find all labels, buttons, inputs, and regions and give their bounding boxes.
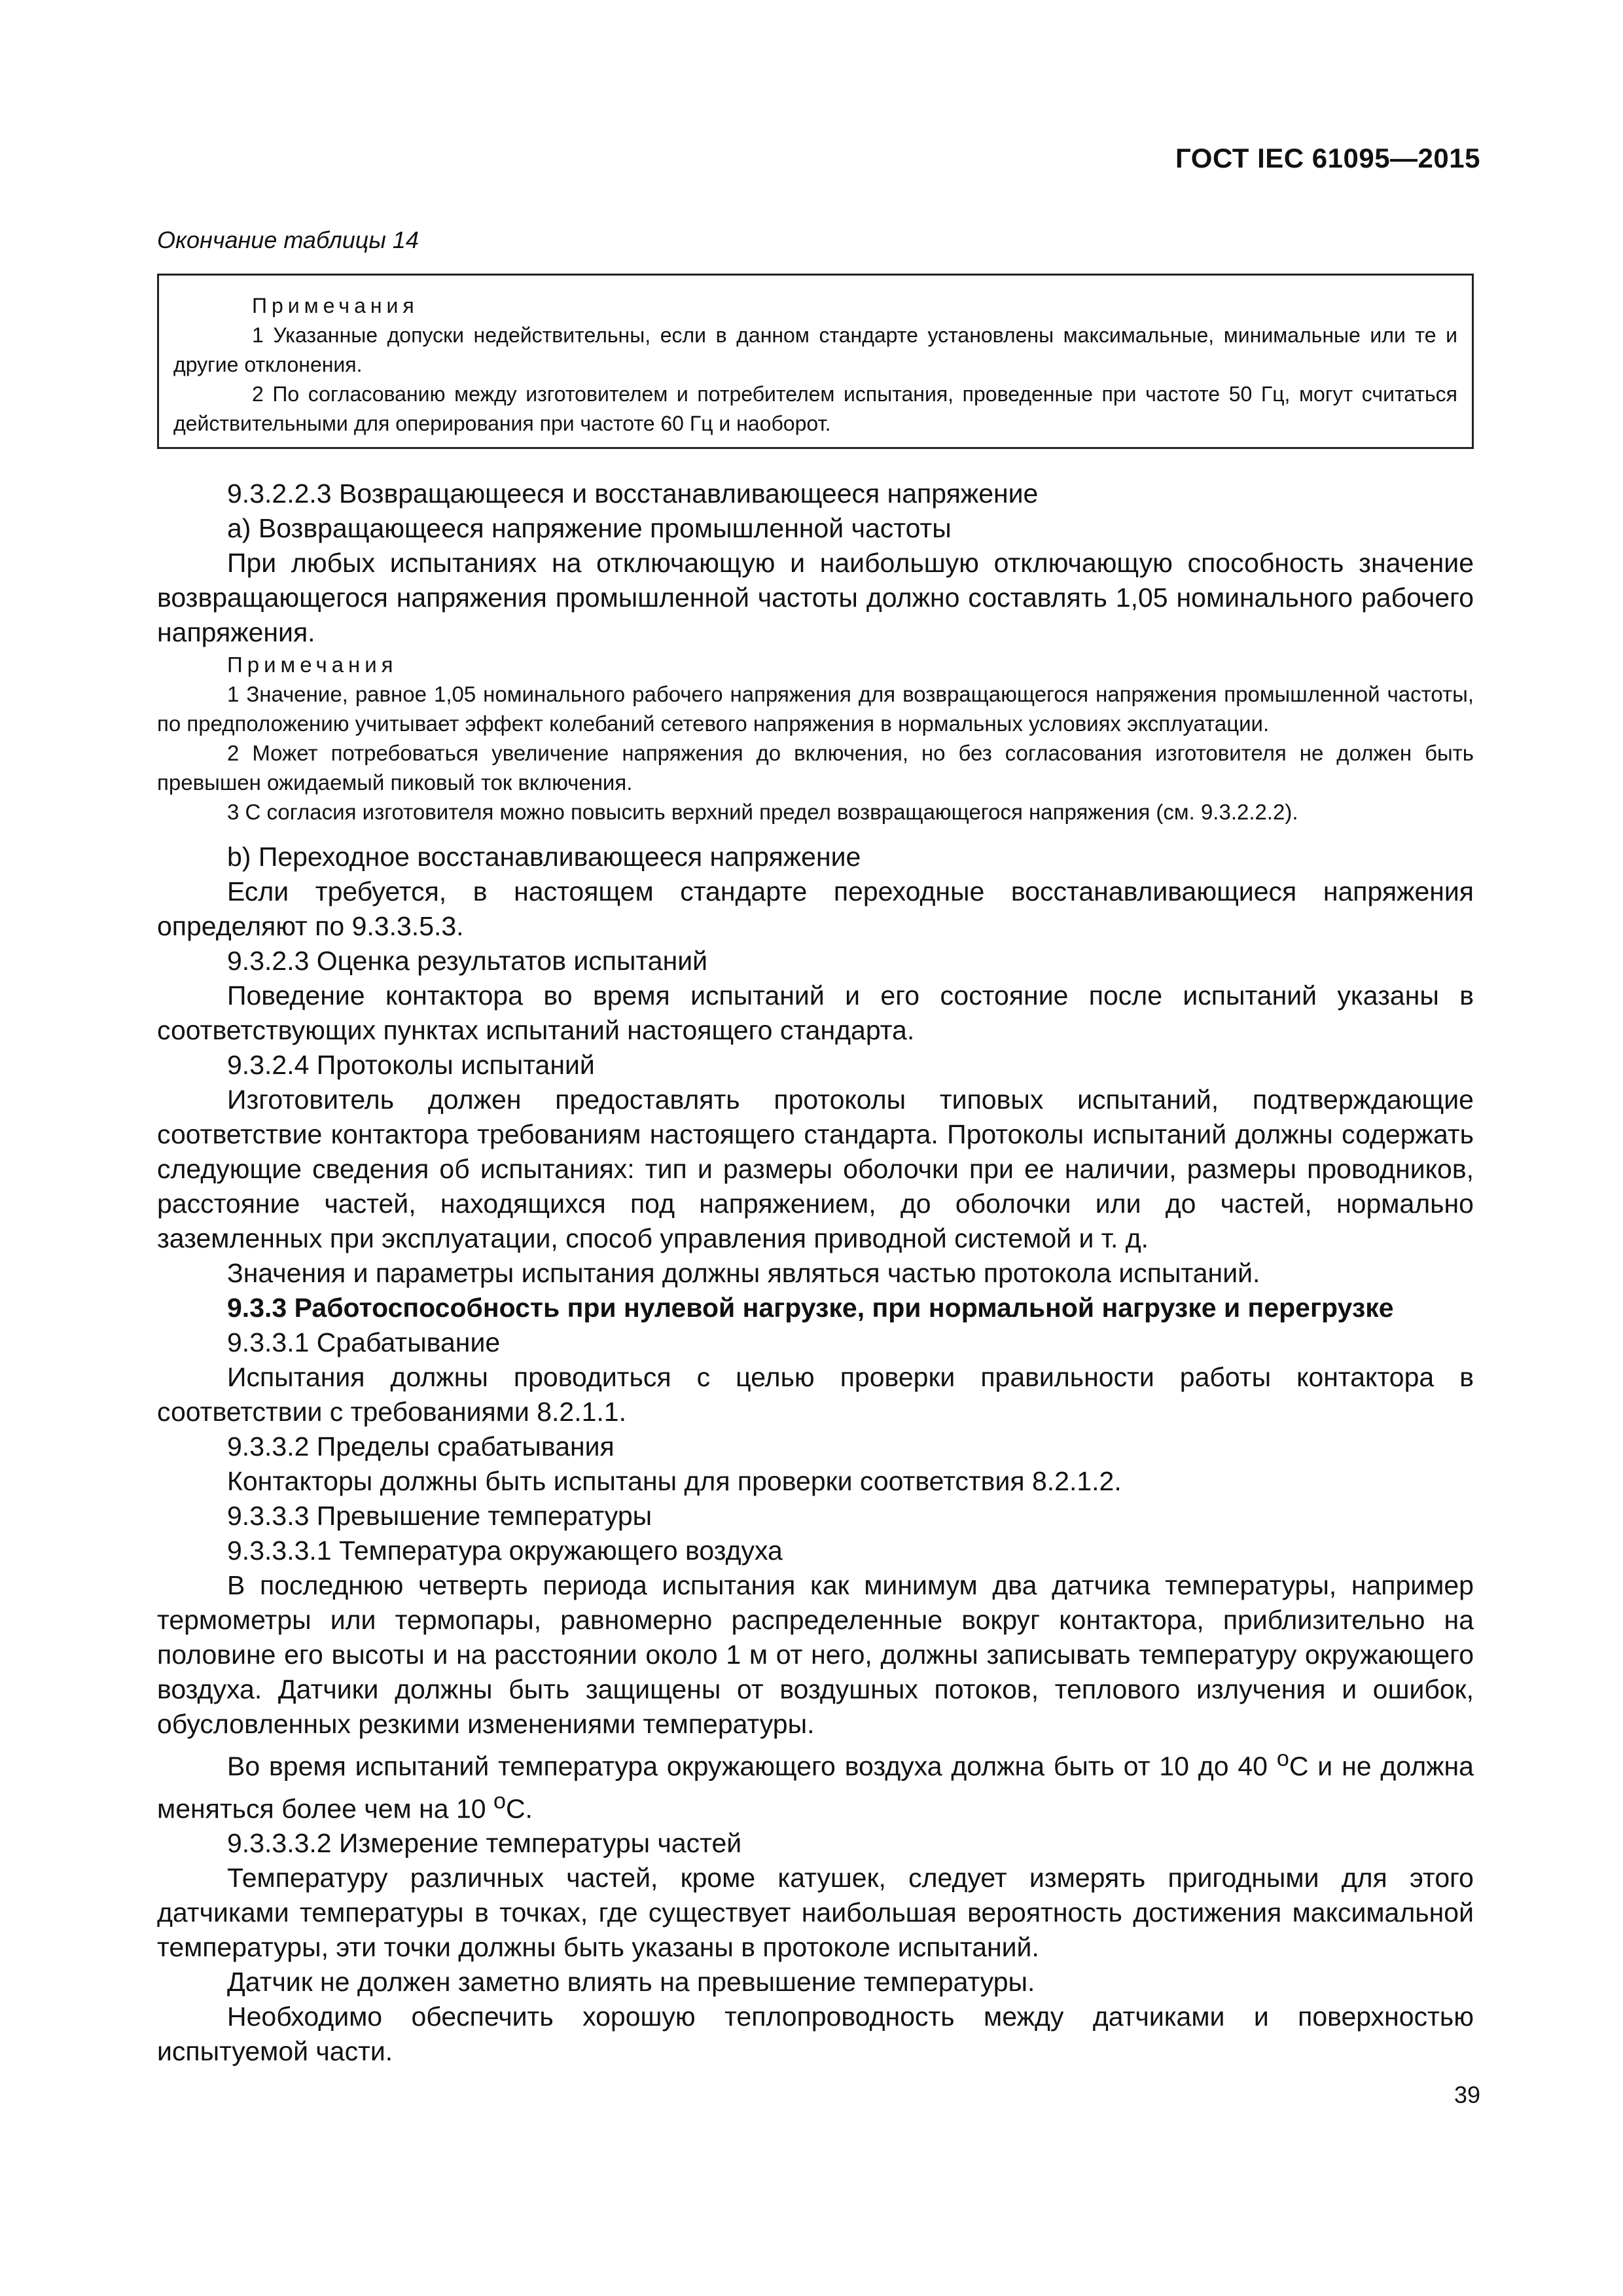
section-title: 9.3.3.3.2 Измерение температуры частей [227, 1828, 742, 1859]
text-part: С. [505, 1793, 533, 1824]
note-2: 2 Может потребоваться увеличение напряжения до включения, но без согласования изготовителя не должен быть превышен ожидаемый пиковый ток включения. [157, 741, 1474, 795]
section-title: 9.3.2.4 Протоколы испытаний [227, 1050, 595, 1080]
document-id-header: ГОСТ IEC 61095—2015 [1175, 143, 1480, 173]
paragraph: При любых испытаниях на отключающую и наибольшую отключающую способность значение возвращающегося напряжения промышленной частоты должно составлять 1,05 номинального рабочего напряжения. [157, 548, 1474, 647]
section-title: 9.3.3.2 Пределы срабатывания [227, 1431, 615, 1462]
note-1: 1 Значение, равное 1,05 номинального рабочего напряжения для возвращающегося напряжения промышленной частоты, по предположению учитывает эффект колебаний сетевого напряжения в нормальных условиях эксплуатации. [157, 682, 1474, 736]
note-3: 3 С согласия изготовителя можно повысить верхний предел возвращающегося напряжения (см. 9.3.2.2.2). [227, 800, 1298, 824]
section-title: 9.3.2.2.3 Возвращающееся и восстанавливающееся напряжение [227, 478, 1039, 509]
paragraph: Контакторы должны быть испытаны для проверки соответствия 8.2.1.2. [227, 1466, 1122, 1496]
paragraph: Если требуется, в настоящем стандарте переходные восстанавливающиеся напряжения определяют по 9.3.3.5.3. [157, 876, 1474, 941]
text-part: Во время испытаний температура окружающего воздуха должна быть от 10 до 40 [227, 1751, 1277, 1782]
notes-heading: Примечания [227, 653, 398, 677]
section-title: 9.3.3.1 Срабатывание [227, 1327, 501, 1357]
table-note-1: 1 Указанные допуски недействительны, если в данном стандарте установлены максимальные, минимальные или те и другие отклонения. [173, 323, 1457, 376]
paragraph: Значения и параметры испытания должны являться частью протокола испытаний. [227, 1258, 1260, 1288]
degree-mark: о [1276, 1746, 1289, 1771]
paragraph: В последнюю четверть периода испытания как минимум два датчика температуры, например термометры или термопары, равномерно распределенные вокруг контактора, приблизительно на половине его высоты и на расстоянии около 1 м от него, должны записывать температуру окружающего воздуха. Датчики должны быть защищены от воздушных потоков, теплового излучения и ошибок, обусловленных резкими изменениями температуры. [157, 1570, 1474, 1739]
section-title: 9.3.2.3 Оценка результатов испытаний [227, 946, 708, 976]
notes-heading: Примечания [252, 294, 419, 317]
subsection-title: a) Возвращающееся напряжение промышленной частоты [227, 513, 952, 543]
subsection-title: b) Переходное восстанавливающееся напряжение [227, 842, 861, 872]
paragraph: Датчик не должен заметно влиять на превышение температуры. [227, 1967, 1035, 1998]
table-continuation-caption: Окончание таблицы 14 [157, 226, 419, 253]
paragraph: Испытания должны проводиться с целью проверки правильности работы контактора в соответствии с требованиями 8.2.1.1. [157, 1362, 1474, 1427]
section-title-bold: 9.3.3 Работоспособность при нулевой нагрузке, при нормальной нагрузке и перегрузке [227, 1293, 1394, 1323]
degree-mark: о [493, 1788, 506, 1814]
paragraph: Необходимо обеспечить хорошую теплопроводность между датчиками и поверхностью испытуемой части. [157, 2001, 1474, 2067]
document-body [157, 476, 1474, 2069]
paragraph: Температуру различных частей, кроме катушек, следует измерять пригодными для этого датчиками температуры в точках, где существует наибольшая вероятность достижения максимальной температуры, эти точки должны быть указаны в протоколе испытаний. [157, 1863, 1474, 1963]
paragraph: Поведение контактора во время испытаний и его состояние после испытаний указаны в соответствующих пунктах испытаний настоящего стандарта. [157, 980, 1474, 1045]
text-part: С и не должна меняться более чем на 10 [157, 1751, 1474, 1824]
paragraph: Изготовитель должен предоставлять протоколы типовых испытаний, подтверждающие соответствие контактора требованиям настоящего стандарта. Протоколы испытаний должны содержать следующие сведения об испытаниях: тип и размеры оболочки при ее наличии, размеры проводников, расстояние частей, находящихся под напряжением, до оболочки или до частей, нормально заземленных при эксплуатации, способ управления приводной системой и т. д. [157, 1085, 1474, 1253]
page-number: 39 [1454, 2081, 1480, 2108]
section-title: 9.3.3.3 Превышение температуры [227, 1501, 652, 1531]
section-title: 9.3.3.3.1 Температура окружающего воздуха [227, 1535, 783, 1566]
table-notes-box [157, 274, 1474, 449]
paragraph-temperature-range [157, 1742, 1474, 1826]
table-note-2: 2 По согласованию между изготовителем и потребителем испытания, проведенные при частоте 50 Гц, могут считаться действительными для оперирования при частоте 60 Гц и наоборот. [173, 382, 1457, 435]
